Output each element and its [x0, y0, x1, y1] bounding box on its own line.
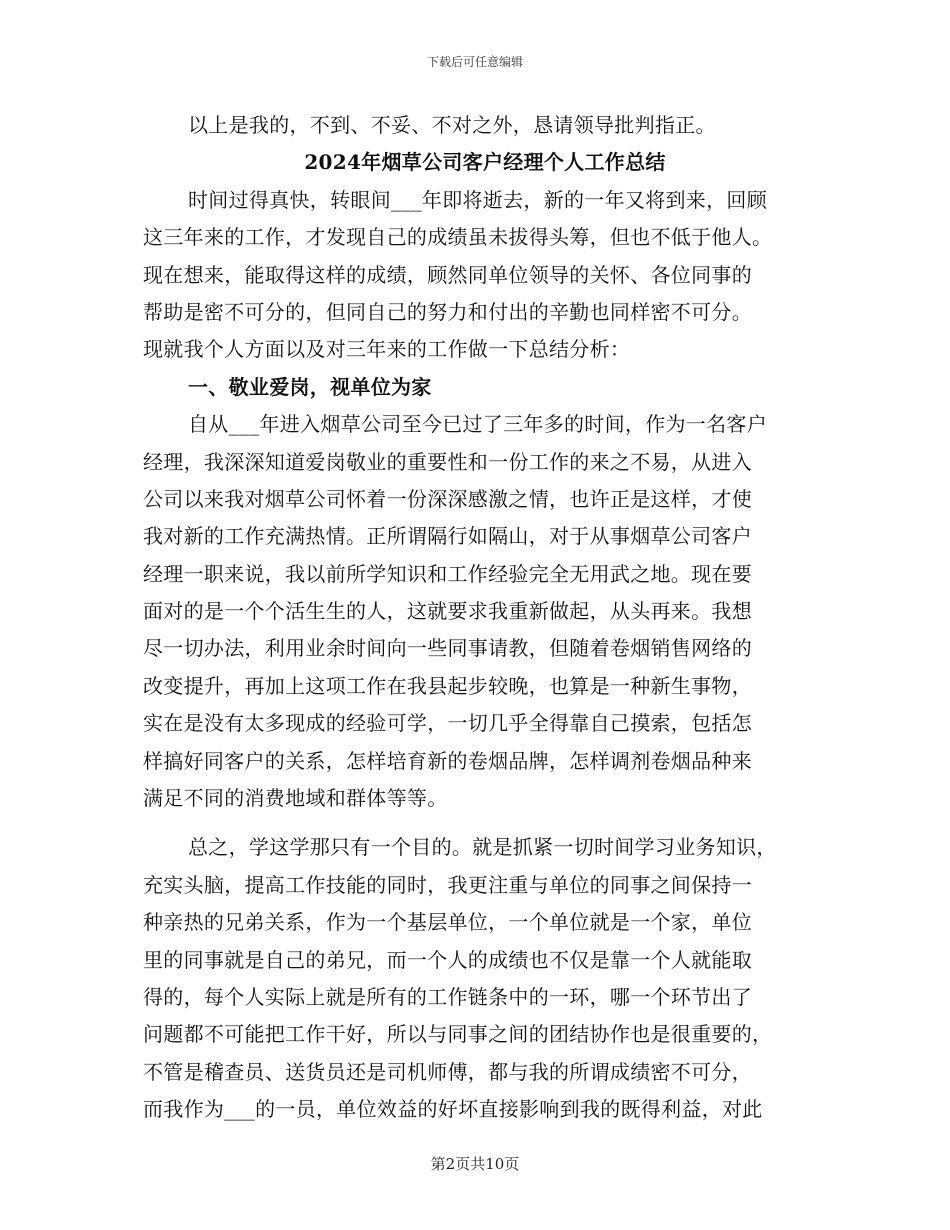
paragraph-gap — [143, 817, 807, 829]
paragraph-line: 而我作为___的一员，单位效益的好坏直接影响到我的既得利益，对此 — [143, 1097, 763, 1122]
paragraph-line: 里的同事就是自己的弟兄，而一个人的成绩也不仅是靠一个人就能取 — [143, 947, 752, 972]
paragraph-line: 现就我个人方面以及对三年来的工作做一下总结分析： — [143, 337, 631, 362]
paragraph-line: 帮助是密不可分的，但同自己的努力和付出的辛勤也同样密不可分。 — [143, 299, 752, 324]
paragraph-line: 经理，我深深知道爱岗敬业的重要性和一份工作的来之不易，从进入 — [143, 449, 752, 474]
page-header: 下载后可任意编辑 — [426, 55, 523, 69]
paragraph-line: 自从___年进入烟草公司至今已过了三年多的时间，作为一名客户 — [188, 412, 767, 437]
paragraph-line: 充实头脑，提高工作技能的同时，我更注重与单位的同事之间保持一 — [143, 872, 752, 897]
paragraph-line: 实在是没有太多现成的经验可学，一切几乎全得靠自己摸索，包括怎 — [143, 711, 752, 736]
paragraph-line: 尽一切办法，利用业余时间向一些同事请教，但随着卷烟销售网络的 — [143, 636, 752, 661]
paragraph-line: 满足不同的消费地域和群体等等。 — [143, 786, 448, 811]
paragraph-line: 改变提升，再加上这项工作在我县起步较晚，也算是一种新生事物， — [143, 673, 752, 698]
paragraph-line: 这三年来的工作，才发现自己的成绩虽未拔得头筹，但也不低于他人。 — [143, 225, 773, 250]
section-heading: 一、敬业爱岗，视单位为家 — [188, 374, 432, 399]
paragraph-line: 现在想来，能取得这样的成绩，顾然同单位领导的关怀、各位同事的 — [143, 262, 752, 287]
paragraph-line: 样搞好同客户的关系，怎样培育新的卷烟品牌，怎样调剂卷烟品种来 — [143, 748, 752, 773]
paragraph-line: 我对新的工作充满热情。正所谓隔行如隔山，对于从事烟草公司客户 — [143, 524, 752, 549]
paragraph-line: 种亲热的兄弟关系，作为一个基层单位，一个单位就是一个家，单位 — [143, 910, 752, 935]
paragraph-line: 面对的是一个个活生生的人，这就要求我重新做起，从头再来。我想 — [143, 599, 752, 624]
paragraph-line: 时间过得真快，转眼间___年即将逝去，新的一年又将到来，回顾 — [188, 187, 767, 212]
paragraph-line: 总之，学这学那只有一个目的。就是抓紧一切时间学习业务知识， — [188, 835, 777, 860]
paragraph-line: 经理一职来说，我以前所学知识和工作经验完全无用武之地。现在要 — [143, 561, 752, 586]
paragraph-line: 问题都不可能把工作干好，所以与同事之间的团结协作也是很重要的， — [143, 1022, 773, 1047]
document-body — [143, 107, 807, 1129]
page-footer: 第2页共10页 — [430, 1155, 520, 1173]
paragraph-line: 不管是稽查员、送货员还是司机师傅，都与我的所谓成绩密不可分， — [143, 1059, 752, 1084]
paragraph-line: 公司以来我对烟草公司怀着一份深深感激之情，也许正是这样，才使 — [143, 486, 752, 511]
closing-line: 以上是我的，不到、不妥、不对之外，恳请领导批判指正。 — [188, 113, 716, 137]
document-title: 2024年烟草公司客户经理个人工作总结 — [304, 150, 666, 175]
paragraph-line: 得的，每个人实际上就是所有的工作链条中的一环，哪一个环节出了 — [143, 984, 752, 1009]
